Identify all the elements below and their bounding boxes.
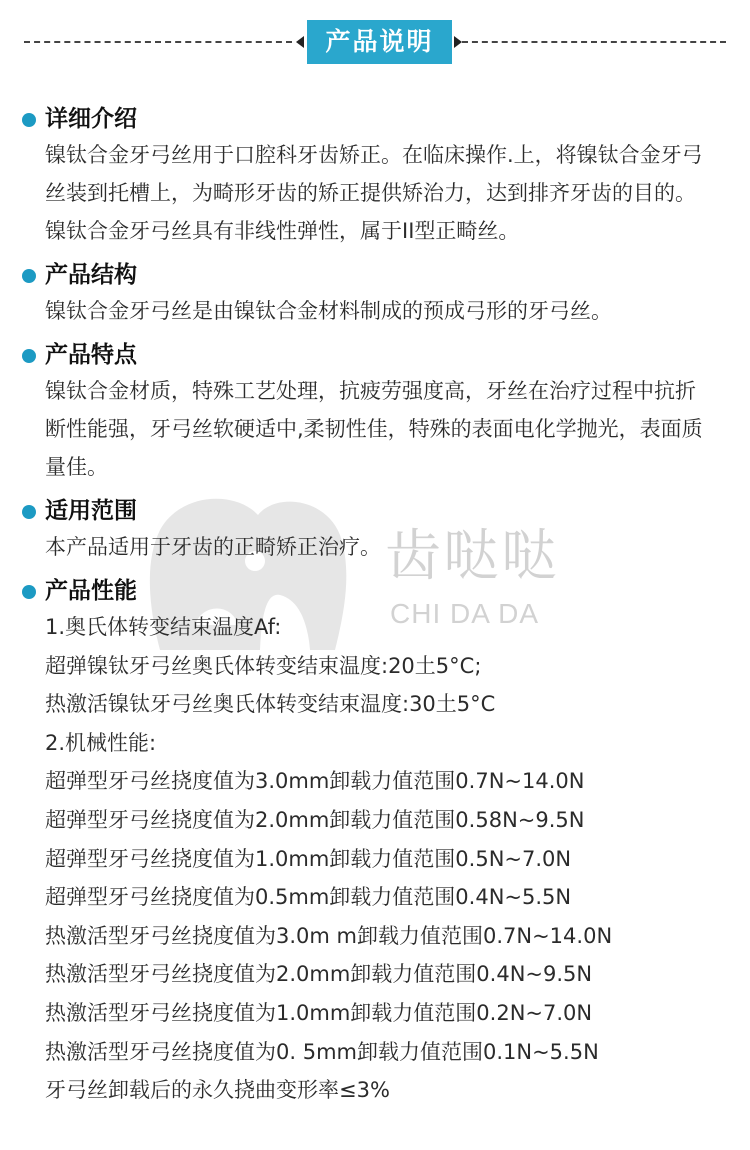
section-title: 详细介绍 (45, 106, 137, 132)
section-title: 产品性能 (45, 578, 137, 604)
dashed-divider-left (24, 41, 292, 43)
performance-line: 牙弓丝卸载后的永久挠曲变形率≤3% (45, 1078, 390, 1103)
section-heading-features (22, 336, 750, 372)
bullet-dot-icon (22, 505, 36, 519)
section-banner (0, 20, 750, 64)
bullet-dot-icon (22, 349, 36, 363)
dashed-divider-right (462, 41, 726, 43)
performance-line: 热激活型牙弓丝挠度值为2.0mm卸载力值范围0.4N~9.5N (45, 962, 593, 987)
performance-line: 超弹型牙弓丝挠度值为1.0mm卸载力值范围0.5N~7.0N (45, 846, 572, 871)
bullet-dot-icon (22, 269, 36, 283)
performance-line: 1.奥氏体转变结束温度Af: (45, 615, 282, 639)
performance-line: 2.机械性能: (45, 730, 157, 755)
triangle-right-icon (454, 36, 462, 48)
section-heading-details (22, 100, 750, 136)
performance-line: 热激活型牙弓丝挠度值为3.0m m卸载力值范围0.7N~14.0N (45, 923, 613, 948)
section-heading-performance (22, 572, 750, 608)
performance-line: 超弹镍钛牙弓丝奥氏体转变结束温度:20土5°C; (45, 653, 482, 678)
performance-line: 热激活型牙弓丝挠度值为1.0mm卸载力值范围0.2N~7.0N (45, 1000, 593, 1025)
banner-title: 产品说明 (307, 20, 452, 64)
performance-line: 热激活型牙弓丝挠度值为0. 5mm卸载力值范围0.1N~5.5N (45, 1039, 599, 1064)
section-text-features: 镍钛合金材质，特殊工艺处理，抗疲劳强度高，牙丝在治疗过程中抗折断性能强，牙弓丝软硬适中,柔韧性佳，特殊的表面电化学抛光，表面质量佳。 (45, 379, 703, 479)
section-heading-scope (22, 492, 750, 528)
performance-list (45, 608, 725, 1110)
section-heading-structure (22, 256, 750, 292)
performance-line: 超弹型牙弓丝挠度值为0.5mm卸载力值范围0.4N~5.5N (45, 885, 572, 910)
section-title: 产品特点 (45, 342, 137, 368)
product-description (0, 100, 750, 1110)
performance-line: 热激活镍钛牙弓丝奥氏体转变结束温度:30土5°C (45, 692, 496, 717)
performance-line: 超弹型牙弓丝挠度值为3.0mm卸载力值范围0.7N~14.0N (45, 769, 585, 794)
performance-line: 超弹型牙弓丝挠度值为2.0mm卸载力值范围0.58N~9.5N (45, 807, 585, 832)
bullet-dot-icon (22, 113, 36, 127)
section-text-details: 镍钛合金牙弓丝用于口腔科牙齿矫正。在临床操作.上，将镍钛合金牙弓丝装到托槽上，为畸形牙齿的矫正提供矫治力，达到排齐牙齿的目的。镍钛合金牙弓丝具有非线性弹性，属于II型正畸丝。 (45, 143, 703, 243)
bullet-dot-icon (22, 585, 36, 599)
section-title: 产品结构 (45, 262, 137, 288)
watermark-brand-cn: 齿哒哒 (385, 524, 559, 589)
watermark-brand-en: CHI DA DA (390, 598, 540, 629)
section-text-scope: 本产品适用于牙齿的正畸矫正治疗。 (45, 535, 381, 559)
section-text-structure: 镍钛合金牙弓丝是由镍钛合金材料制成的预成弓形的牙弓丝。 (45, 299, 612, 323)
triangle-left-icon (296, 36, 304, 48)
section-title: 适用范围 (45, 498, 137, 524)
